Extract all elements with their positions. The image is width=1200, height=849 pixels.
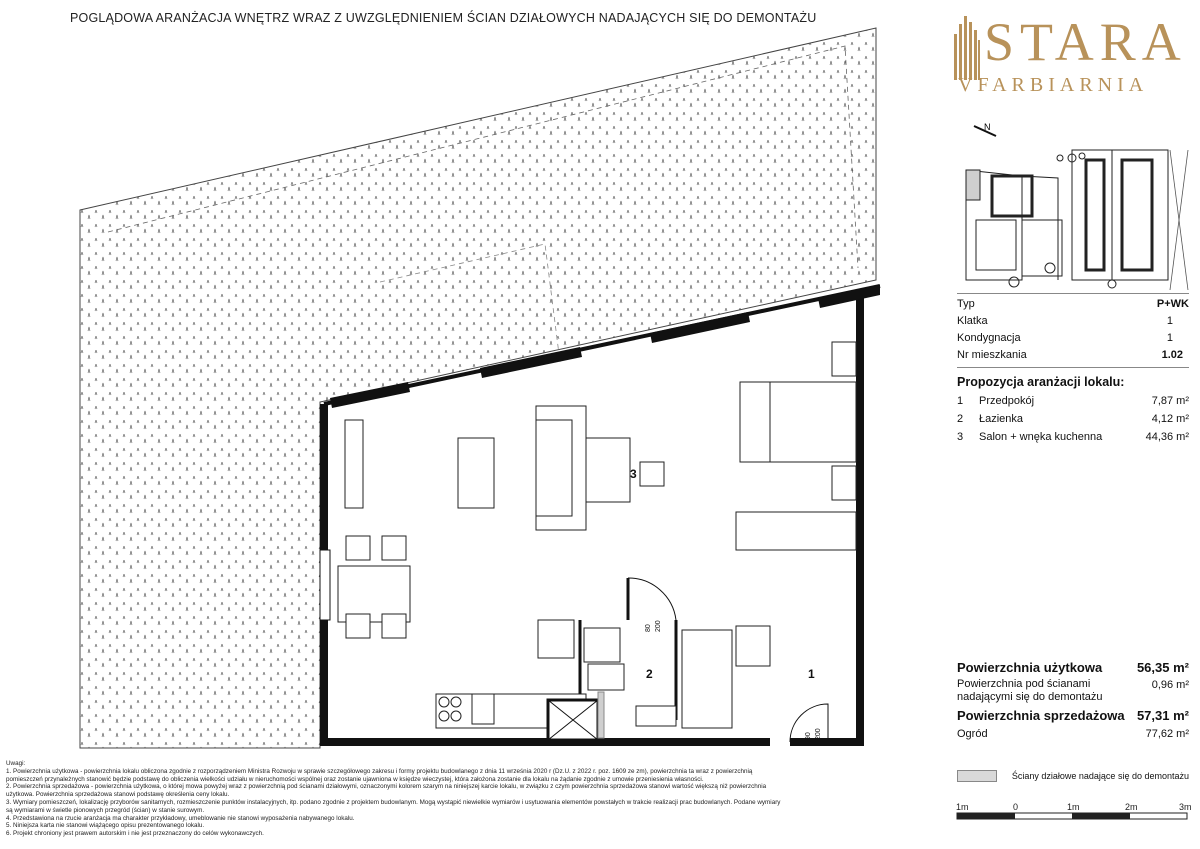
logo-word-stara: STARA (984, 12, 1187, 72)
area-summary (957, 658, 1189, 742)
svg-text:0: 0 (1013, 802, 1019, 812)
room-3-label: 3 (630, 467, 637, 481)
room-row: 2 Łazienka 4,12 m² (957, 413, 1189, 425)
info-row-type: Typ P+WK (957, 298, 1189, 310)
rooms-list (957, 392, 1189, 446)
info-row-staircase: Klatka 1 (957, 315, 1173, 327)
room-row: 1 Przedpokój 7,87 m² (957, 395, 1189, 407)
room-1-label: 1 (808, 667, 815, 681)
svg-text:200: 200 (655, 620, 662, 632)
svg-text:90: 90 (805, 732, 812, 740)
proposal-title: Propozycja aranżacji lokalu: (957, 375, 1125, 389)
legend-swatch (957, 770, 997, 782)
room-row: 3 Salon + wnęka kuchenna 44,36 m² (957, 431, 1189, 443)
page-title: POGLĄDOWA ARANŻACJA WNĘTRZ WRAZ Z UWZGLĘDNIENIEM ŚCIAN DZIAŁOWYCH NADAJĄCYCH SIĘ DO DEMONTAŻU (70, 11, 817, 25)
svg-text:80: 80 (645, 624, 652, 632)
sales-area-row: Powierzchnia sprzedażowa 57,31 m² (957, 708, 1189, 723)
svg-text:3m: 3m (1179, 802, 1192, 812)
removable-walls-area-row: Powierzchnia pod ścianami nadającymi się do demontażu 0,96 m² (957, 678, 1189, 703)
logo-mark-icon (952, 16, 982, 80)
svg-text:1m: 1m (956, 802, 969, 812)
svg-text:2m: 2m (1125, 802, 1138, 812)
building-key-plan (962, 150, 1194, 292)
room-2-label: 2 (646, 667, 653, 681)
usable-area-row: Powierzchnia użytkowa 56,35 m² (957, 660, 1189, 675)
logo-word-farbiarnia: VFARBIARNIA (958, 74, 1149, 96)
svg-text:N: N (984, 122, 991, 132)
bathroom-door-swing (628, 578, 676, 620)
svg-text:200: 200 (815, 728, 822, 740)
footnotes: Uwagi: 1. Powierzchnia użytkowa - powierzchnia lokalu obliczona zgodnie z rozporządzeniem Ministra Rozwoju w sprawie szczegółowego zakresu i formy projektu budowlanego z dnia 11 września 2020 r (Dz.U. z 2022 r. poz. 1609 ze zm), powierzchnia ta wraz z powierzchnią pomieszczeń przynależnych stanowić będzie podstawę do obliczenia wielkości udziału w nieruchomości wspólnej oraz zostanie ujawniona w księdze wieczystej, która założona zostanie dla lokalu na żądanie zgodnie z umowie przeniesienia własności. 2. Powierzchnia sprzedażowa - powierzchnia użytkowa, o której mowa powyżej wraz z powierzchnią pod ścianami działowymi, oznaczonymi kolorem szarym na niniejszej karcie lokalu, w związku z czym powierzchnia sprzedażowa stanowi wartość większą niż powierzchnia użytkowa. Powierzchnia sprzedażowa stanowi podstawę określenia ceny lokalu. 3. Wymiary pomieszczeń, lokalizację przyborów sanitarnych, rozmieszczenie punktów instalacyjnych, itp. podano zgodnie z projektem budowlanym. Mogą wystąpić niewielkie wymiarów i usytuowania elementów powstałych w trakcie realizacji prac budowlanych. Podane wymiary są wymiarami w świetle pionowych przegród (ścian) w stanie surowym. 4. Przedstawiona na rzucie aranżacja ma charakter przykładowy, umeblowanie nie stanowi wyposażenia nabywanego lokalu. 5. Niniejsza karta nie stanowi wiążącego opisu prezentowanego lokalu. 6. Projekt chroniony jest prawem autorskim i nie jest przeznaczony do celów wykonawczych. (6, 760, 781, 838)
unit-info-table (957, 296, 1189, 364)
info-row-floor: Kondygnacja 1 (957, 332, 1173, 344)
north-arrow-icon (972, 120, 1012, 144)
furniture (338, 342, 856, 728)
garden-area-row: Ogród 77,62 m² (957, 728, 1189, 740)
scale-bar (955, 800, 1192, 824)
svg-text:1m: 1m (1067, 802, 1080, 812)
legend-removable-walls: Ściany działowe nadające się do demontażu (957, 770, 1189, 782)
info-row-unit-number: Nr mieszkania 1.02 (957, 349, 1183, 361)
brand-logo (948, 10, 1188, 100)
removable-wall (598, 692, 604, 738)
